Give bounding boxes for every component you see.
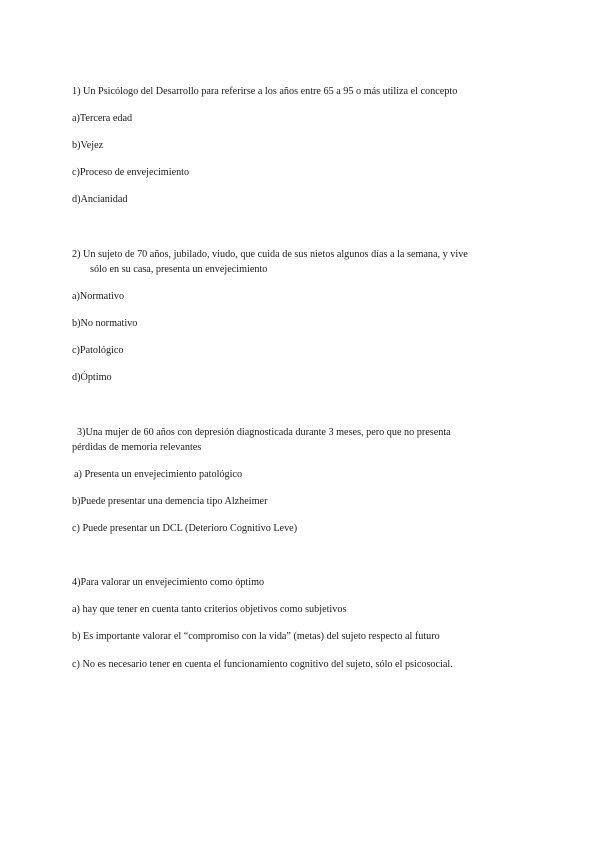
question-2-text-line-2: sólo en su casa, presenta un envejecimiento (90, 264, 268, 275)
question-1-option-d: d)Ancianidad (72, 194, 128, 205)
question-3-text-line-2: pérdidas de memoria relevantes (72, 442, 202, 453)
question-3-option-a: a) Presenta un envejecimiento patológico (74, 469, 243, 480)
question-4-option-a: a) hay que tener en cuenta tanto criterios objetivos como subjetivos (72, 604, 347, 615)
question-4-text: 4)Para valorar un envejecimiento como óptimo (72, 577, 265, 588)
question-2-text-line-1: 2) Un sujeto de 70 años, jubilado, viudo, que cuida de sus nietos algunos días a la semana, y vive (72, 249, 468, 260)
question-1-option-b: b)Vejez (72, 140, 104, 151)
question-1-option-c: c)Proceso de envejecimiento (72, 167, 190, 178)
question-2-option-a: a)Normativo (72, 291, 125, 302)
question-4-option-c: c) No es necesario tener en cuenta el funcionamiento cognitivo del sujeto, sólo el psicosocial. (72, 659, 453, 670)
question-3-option-c: c) Puede presentar un DCL (Deterioro Cognitivo Leve) (72, 523, 298, 534)
question-4-option-b: b) Es importante valorar el “compromiso con la vida” (metas) del sujeto respecto al futuro (72, 631, 440, 642)
question-3-text-line-1: 3)Una mujer de 60 años con depresión diagnosticada durante 3 meses, pero que no presenta (77, 427, 451, 438)
question-1-text: 1) Un Psicólogo del Desarrollo para referirse a los años entre 65 a 95 o más utiliza el concepto (72, 86, 458, 97)
question-2-option-d: d)Óptimo (72, 372, 112, 383)
question-2-option-c: c)Patológico (72, 345, 124, 356)
question-1-option-a: a)Tercera edad (72, 113, 133, 124)
question-2-option-b: b)No normativo (72, 318, 138, 329)
question-3-option-b: b)Puede presentar una demencia tipo Alzheimer (72, 496, 268, 507)
